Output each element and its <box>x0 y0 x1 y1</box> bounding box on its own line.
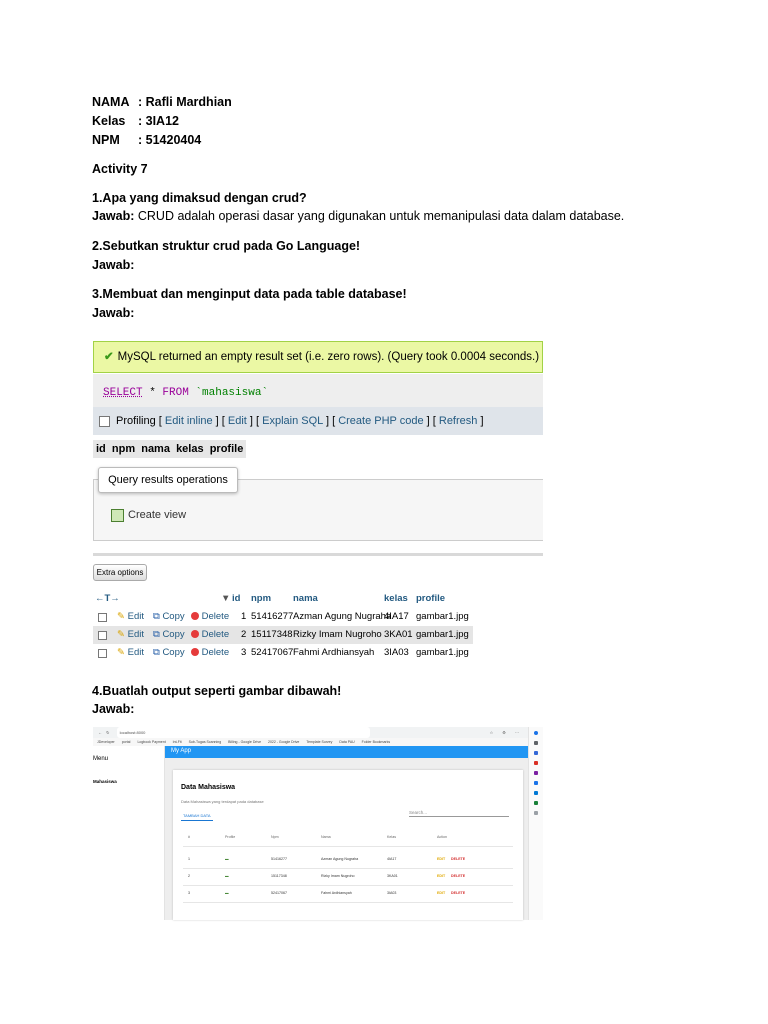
result-columns-header: id npm nama kelas profile <box>93 440 246 458</box>
cell-nama: Rizky Imam Nugroho <box>293 629 382 640</box>
answer-1-label: Jawab: <box>92 209 135 223</box>
mini-cell: Rizky Imam Nugroho <box>321 874 355 878</box>
outlook-icon[interactable] <box>534 791 538 795</box>
col-profile[interactable]: profile <box>416 593 446 604</box>
copy-action[interactable]: ⧉ Copy <box>153 611 185 622</box>
edit-action[interactable]: ✎ Edit <box>117 629 144 640</box>
answer-2-label: Jawab: <box>92 258 135 272</box>
question-4: 4.Buatlah output seperti gambar dibawah! <box>92 684 342 698</box>
mini-col: Nama <box>321 835 331 839</box>
mini-col: Npm <box>271 835 279 839</box>
sidebar-item-mahasiswa[interactable]: Mahasiswa <box>93 779 117 784</box>
mini-table-row <box>183 885 513 903</box>
profiling-bar: Profiling [ Edit inline ] [ Edit ] [ Explain SQL ] [ Create PHP code ] [ Refresh ] <box>93 407 543 435</box>
nav-arrows[interactable]: ←T→ <box>95 593 120 604</box>
bookmark-item[interactable]: JDeveloper <box>97 740 115 744</box>
delete-action[interactable]: Delete <box>191 626 229 644</box>
create-view-label: Create view <box>128 509 187 521</box>
cell-kelas: 3IA03 <box>384 647 409 658</box>
create-view-link[interactable] <box>111 508 186 522</box>
profiling-checkbox[interactable] <box>99 416 110 427</box>
col-id[interactable]: id <box>232 593 241 604</box>
app-bar: My App <box>165 746 528 758</box>
card-title: Data Mahasiswa <box>181 784 236 791</box>
bookmark-item[interactable]: Int-Fit <box>172 740 182 744</box>
row-checkbox[interactable] <box>98 649 107 658</box>
question-3: 3.Membuat dan menginput data pada table database! <box>92 287 407 301</box>
create-view-icon <box>111 509 124 522</box>
bookmark-item[interactable]: portal <box>121 740 131 744</box>
cell-kelas: 4IA17 <box>384 611 409 622</box>
col-npm[interactable]: npm <box>251 593 272 604</box>
data-table <box>93 590 473 662</box>
delete-icon <box>191 648 199 656</box>
success-text: MySQL returned an empty result set (i.e. zero rows). (Query took 0.0004 seconds.) <box>117 351 540 363</box>
drop-icon[interactable] <box>534 801 538 805</box>
url-field[interactable]: localhost:8000 <box>117 727 370 738</box>
answer-3-label: Jawab: <box>92 306 135 320</box>
profile-thumb-icon: ▬ <box>225 874 229 878</box>
kelas-value: : 3IA12 <box>138 114 179 128</box>
sort-icon: ▼ <box>221 593 231 604</box>
mini-cell: Fahmi Ardhiansyah <box>321 891 352 895</box>
mini-cell: 15117348 <box>271 874 287 878</box>
refresh-link[interactable]: Refresh <box>438 415 478 427</box>
bing-icon[interactable] <box>534 731 538 735</box>
cell-nama: Fahmi Ardhiansyah <box>293 647 375 658</box>
student-name-line <box>92 93 232 112</box>
mini-edit-button[interactable]: EDIT <box>437 891 446 895</box>
answer-4-label: Jawab: <box>92 702 135 716</box>
edit-inline-link[interactable]: Edit inline <box>164 415 213 427</box>
bookmark-item[interactable]: Template Survey <box>306 740 333 744</box>
edit-link[interactable]: Edit <box>227 415 247 427</box>
mini-col: Profile <box>225 835 236 839</box>
delete-action[interactable]: Delete <box>191 644 229 662</box>
table-row <box>93 626 473 644</box>
browser-toolbar-icons[interactable]: ☆ ⚙ ⋯ <box>489 730 523 735</box>
nama-value: : Rafli Mardhian <box>138 95 232 109</box>
cell-kelas: 3KA01 <box>384 629 413 640</box>
table-row <box>93 644 473 662</box>
mini-cell: 3KA01 <box>387 874 398 878</box>
search-input[interactable]: Search... <box>409 810 509 817</box>
games-icon[interactable] <box>534 771 538 775</box>
bookmark-item[interactable]: Folder Bookmarks <box>361 740 391 744</box>
app-content <box>165 758 528 920</box>
create-php-code-link[interactable]: Create PHP code <box>338 415 424 427</box>
student-npm-line <box>92 131 201 150</box>
bookmark-item[interactable]: 2022 - Google Drive <box>268 740 300 744</box>
add-data-button[interactable]: TAMBAH DATA <box>181 811 213 821</box>
row-checkbox[interactable] <box>98 631 107 640</box>
browser-address-bar <box>93 727 543 738</box>
edit-action[interactable]: ✎ Edit <box>117 647 144 658</box>
mini-col: # <box>188 835 190 839</box>
profile-thumb-icon: ▬ <box>225 891 229 895</box>
table-row <box>93 608 473 626</box>
mini-table-header <box>183 829 513 847</box>
mini-col: Action <box>437 835 447 839</box>
student-class-line <box>92 112 179 131</box>
browser-output-screenshot <box>93 727 543 920</box>
mini-cell: 3 <box>188 891 190 895</box>
profile-thumb-icon: ▬ <box>225 857 229 861</box>
cell-npm: 15117348 <box>251 629 293 640</box>
copy-icon: ⧉ <box>153 611 160 622</box>
table-header-row <box>93 590 473 608</box>
cell-profile: gambar1.jpg <box>416 647 469 658</box>
delete-icon <box>191 612 199 620</box>
extra-options-button[interactable]: Extra options <box>93 564 147 581</box>
check-icon: ✔ <box>104 351 114 363</box>
copy-action[interactable]: ⧉ Copy <box>153 629 185 640</box>
cell-id: 3 <box>241 647 247 658</box>
explain-sql-link[interactable]: Explain SQL <box>262 415 323 427</box>
cell-profile: gambar1.jpg <box>416 629 469 640</box>
mini-cell: 52417067 <box>271 891 287 895</box>
success-message <box>93 341 543 373</box>
divider <box>93 553 543 556</box>
col-kelas[interactable]: kelas <box>384 593 408 604</box>
data-card <box>173 770 523 920</box>
mini-delete-button[interactable]: DELETE <box>451 891 466 895</box>
answer-1-text: CRUD adalah operasi dasar yang digunakan untuk memanipulasi data dalam database. <box>134 209 625 223</box>
copy-icon: ⧉ <box>153 629 160 640</box>
mini-table-row <box>183 851 513 869</box>
mini-delete-button[interactable]: DELETE <box>451 857 466 861</box>
cell-profile: gambar1.jpg <box>416 611 469 622</box>
question-1: 1.Apa yang dimaksud dengan crud? <box>92 191 307 205</box>
search-icon[interactable] <box>534 741 538 745</box>
row-checkbox[interactable] <box>98 613 107 622</box>
back-icon[interactable]: ← <box>98 730 102 735</box>
mini-table-row <box>183 868 513 886</box>
sql-star: * <box>142 387 163 399</box>
copy-icon: ⧉ <box>153 647 160 658</box>
phpmyadmin-query-screenshot <box>93 341 543 556</box>
npm-label: NPM <box>92 133 120 147</box>
edit-action[interactable]: ✎ Edit <box>117 611 144 622</box>
sql-from: FROM <box>162 387 189 399</box>
bookmark-item[interactable]: Sub-Tugas Scanning <box>188 740 222 744</box>
delete-icon <box>191 630 199 638</box>
col-nama[interactable]: nama <box>293 593 318 604</box>
cell-npm: 51416277 <box>251 611 294 622</box>
cell-npm: 52417067 <box>251 647 294 658</box>
pencil-icon: ✎ <box>117 629 125 640</box>
cell-id: 1 <box>241 611 247 622</box>
nama-label: NAMA <box>92 95 130 109</box>
cell-nama: Azman Agung Nugraha <box>293 611 392 622</box>
bookmark-item[interactable]: Logbook Payment <box>137 740 166 744</box>
query-ops-tab[interactable]: Query results operations <box>98 467 238 493</box>
office-icon[interactable] <box>534 781 538 785</box>
bookmark-item[interactable]: Data PAU <box>339 740 355 744</box>
sql-keyword[interactable]: SELECT <box>103 387 143 399</box>
answer-1 <box>92 207 624 226</box>
mini-cell: Azman Agung Nugraha <box>321 857 359 861</box>
add-icon[interactable] <box>534 811 538 815</box>
copy-action[interactable]: ⧉ Copy <box>153 647 185 658</box>
profiling-label: Profiling <box>116 415 156 427</box>
phpmyadmin-table-screenshot <box>93 562 473 662</box>
mini-cell: 2 <box>188 874 190 878</box>
mini-cell: 1 <box>188 857 190 861</box>
tools-icon[interactable] <box>534 751 538 755</box>
bookmark-item[interactable]: Billing - Google Drive <box>228 740 262 744</box>
mini-cell: 3IA03 <box>387 891 397 895</box>
cell-id: 2 <box>241 629 247 640</box>
question-2: 2.Sebutkan struktur crud pada Go Language! <box>92 239 361 253</box>
mini-col: Kelas <box>387 835 396 839</box>
activity-title: Activity 7 <box>92 162 148 176</box>
reload-icon[interactable]: ↻ <box>106 730 110 735</box>
sql-table: `mahasiswa` <box>188 387 269 399</box>
sidebar-menu-title: Menu <box>93 756 109 762</box>
kelas-label: Kelas <box>92 114 126 128</box>
bookmarks-bar <box>93 738 543 746</box>
browser-side-rail <box>528 727 543 920</box>
mini-cell: 51416277 <box>271 857 287 861</box>
mini-edit-button[interactable]: EDIT <box>437 874 446 878</box>
card-subtitle: Data Mahasiswa yang terdapat pada database <box>181 799 264 804</box>
shopping-icon[interactable] <box>534 761 538 765</box>
app-sidebar <box>93 746 165 920</box>
npm-value: : 51420404 <box>138 133 202 147</box>
pencil-icon: ✎ <box>117 611 125 622</box>
pencil-icon: ✎ <box>117 647 125 658</box>
mini-edit-button[interactable]: EDIT <box>437 857 446 861</box>
delete-action[interactable]: Delete <box>191 608 229 626</box>
mini-cell: 4IA17 <box>387 857 397 861</box>
mini-delete-button[interactable]: DELETE <box>451 874 466 878</box>
